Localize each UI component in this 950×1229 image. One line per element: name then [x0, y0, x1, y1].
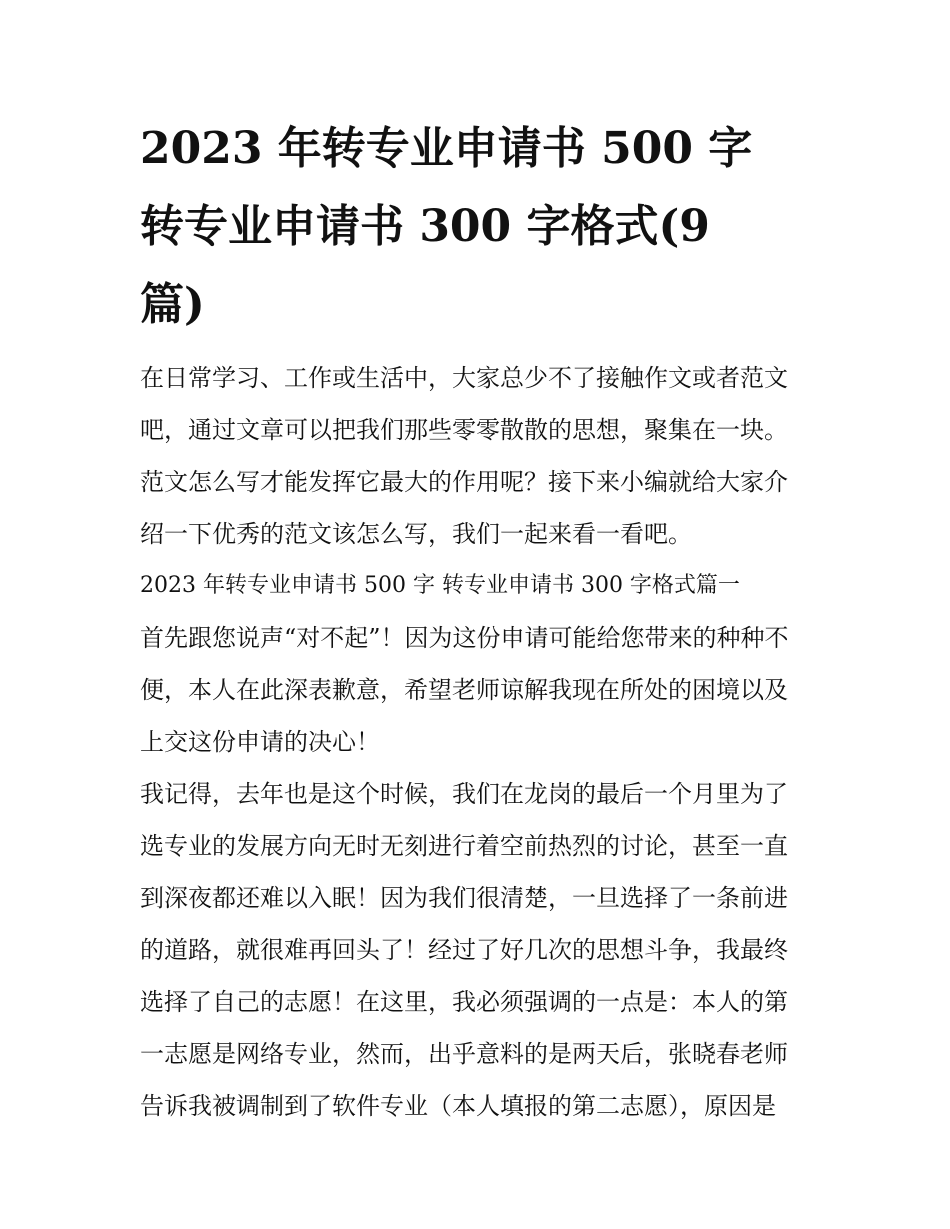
text-line: 到深夜都还难以入眠！因为我们很清楚，一旦选择了一条前进 [140, 884, 788, 912]
text-line: 吧，通过文章可以把我们那些零零散散的思想，聚集在一块。 [140, 416, 788, 444]
text-line: 的道路，就很难再回头了！经过了好几次的思想斗争，我最终 [140, 936, 788, 964]
text-line: 便，本人在此深表歉意，希望老师谅解我现在所处的困境以及 [140, 676, 788, 704]
text-line: 绍一下优秀的范文该怎么写，我们一起来看一看吧。 [140, 520, 692, 548]
text-line: 首先跟您说声“对不起”！因为这份申请可能给您带来的种种不 [140, 624, 789, 652]
text-line: 范文怎么写才能发挥它最大的作用呢？接下来小编就给大家介 [140, 468, 788, 496]
intro-paragraph [140, 352, 820, 560]
document-title [140, 110, 820, 344]
paragraph-2 [140, 768, 820, 1132]
text-line: 选择了自己的志愿！在这里，我必须强调的一点是：本人的第 [140, 988, 788, 1016]
text-line: 在日常学习、工作或生活中，大家总少不了接触作文或者范文 [140, 364, 788, 392]
title-line: 篇) [140, 279, 205, 330]
text-line: 我记得，去年也是这个时候，我们在龙岗的最后一个月里为了 [140, 780, 788, 808]
section-heading: 2023 年转专业申请书 500 字 转专业申请书 300 字格式篇一 [140, 573, 740, 598]
document-body [140, 352, 820, 1132]
text-line: 选专业的发展方向无时无刻进行着空前热烈的讨论，甚至一直 [140, 832, 788, 860]
paragraph-1 [140, 612, 820, 768]
text-line: 上交这份申请的决心！ [140, 728, 380, 756]
title-line: 转专业申请书 300 字格式(9 [140, 201, 710, 252]
text-line: 一志愿是网络专业，然而，出乎意料的是两天后，张晓春老师 [140, 1040, 788, 1068]
title-line: 2023 年转专业申请书 500 字 [140, 123, 753, 174]
text-line: 告诉我被调制到了软件专业（本人填报的第二志愿），原因是 [140, 1092, 776, 1120]
